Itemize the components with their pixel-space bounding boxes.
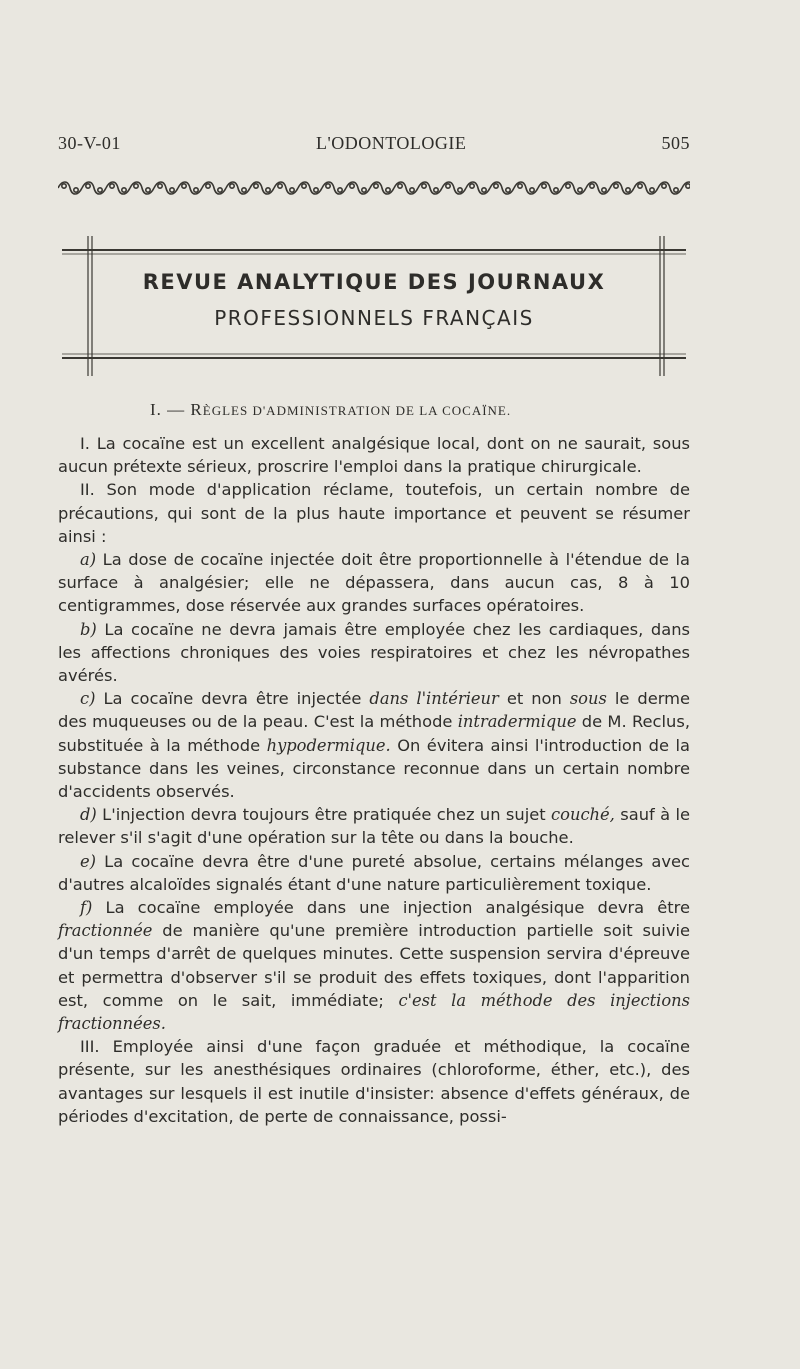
paragraph-lead: f) <box>80 898 93 918</box>
paragraph <box>58 850 690 896</box>
journal-title: L'ODONTOLOGIE <box>315 133 467 153</box>
italic-text: c'est la méthode des injections fractionnées. <box>58 990 690 1034</box>
ornament-dot <box>326 184 330 188</box>
ornament-dot <box>470 184 474 188</box>
ornament-svg <box>58 178 690 198</box>
italic-text: couché, <box>551 805 615 825</box>
ornament-dot <box>86 184 90 188</box>
ornament-dot <box>290 188 294 192</box>
italic-text: intradermique <box>457 712 577 732</box>
ornament-scroll <box>658 182 682 194</box>
ornament-dot <box>650 188 654 192</box>
ornament-dot <box>158 184 162 188</box>
ornament-dot <box>170 188 174 192</box>
text-segment: et non <box>498 689 570 709</box>
ornament-dot <box>674 188 678 192</box>
ornament-scroll <box>490 182 514 194</box>
ornament-dot <box>506 188 510 192</box>
paragraph <box>58 618 690 688</box>
section-heading <box>150 400 670 420</box>
ornament-dot <box>482 188 486 192</box>
paragraph-lead: d) <box>80 805 97 825</box>
paragraph <box>58 687 690 803</box>
ornament-dot <box>338 188 342 192</box>
paragraph-lead: b) <box>80 619 97 639</box>
ornament-scroll <box>466 182 490 194</box>
ornament-dot <box>566 184 570 188</box>
ornament-dot <box>230 184 234 188</box>
ornament-scroll <box>538 182 562 194</box>
ornament-dot <box>278 184 282 188</box>
paragraph <box>58 896 690 1035</box>
ornament-dot <box>410 188 414 192</box>
italic-text: hypodermique. <box>266 735 391 755</box>
text-segment: II. Son mode d'application réclame, toutefois, un certain nombre de précautions, qui sont de la plus haute importance et peuvent se résumer ainsi : <box>58 480 690 546</box>
ornament-dot <box>398 184 402 188</box>
ornament-dot <box>554 188 558 192</box>
text-segment: I. La cocaïne est un excellent analgésique local, dont on ne saurait, sous aucun prétexte sérieux, proscrire l'emploi dans la pratique chirurgicale. <box>58 434 690 477</box>
ornament-dot <box>626 188 630 192</box>
ornament-dot <box>386 188 390 192</box>
ornament-dot <box>254 184 258 188</box>
text-segment: de manière qu'une première introduction partielle soit suivie d'un temps d'arrêt de quelques minutes. Cette suspension servira d'épreuve et permettra d'observer s'il se produit des effets toxiques, dont l'apparition est, comme on le sait, immédiate; <box>58 921 690 1010</box>
ornament-dot <box>422 184 426 188</box>
paragraph-lead: e) <box>80 851 96 871</box>
decorative-ornament-band <box>58 178 690 198</box>
ornament-scroll <box>298 182 322 194</box>
ornament-dot <box>98 188 102 192</box>
italic-text: fractionnée <box>58 921 153 941</box>
ornament-dot <box>686 184 690 188</box>
paragraph <box>58 548 690 618</box>
ornament-dot <box>134 184 138 188</box>
ornament-dot <box>590 184 594 188</box>
ornament-scroll <box>154 182 178 194</box>
ornament-scroll <box>514 182 538 194</box>
ornament-dot <box>74 188 78 192</box>
ornament-scroll <box>610 182 634 194</box>
text-segment: La cocaïne ne devra jamais être employée chez les cardiaques, dans les affections chroniques des voies respiratoires et chez les névropathes avérés. <box>58 619 690 686</box>
ornament-scroll <box>250 182 274 194</box>
ornament-dot <box>302 184 306 188</box>
text-segment: L'injection devra toujours être pratiquée chez un sujet <box>96 805 552 825</box>
ornament-dot <box>110 184 114 188</box>
ornament-dot <box>242 188 246 192</box>
italic-text: sous <box>569 689 607 709</box>
ornament-scroll <box>346 182 370 194</box>
ornament-dot <box>362 188 366 192</box>
text-segment: La cocaïne devra être d'une pureté absolue, certains mélanges avec d'autres alcaloïdes signalés étant d'une nature particulièrement toxique. <box>58 851 690 894</box>
paragraph-lead: c) <box>80 689 96 709</box>
page-number: 505 <box>661 133 690 153</box>
ornament-dot <box>218 188 222 192</box>
banner-title: REVUE ANALYTIQUE DES JOURNAUX <box>142 270 606 294</box>
ornament-dot <box>194 188 198 192</box>
ornament-dot <box>446 184 450 188</box>
ornament-dot <box>62 184 66 188</box>
ornament-dot <box>458 188 462 192</box>
text-segment: La cocaïne employée dans une injection analgésique devra être <box>92 898 690 918</box>
text-segment: le derme des muqueuses ou de la peau. C'est la méthode <box>58 689 691 732</box>
ornament-scroll <box>634 182 658 194</box>
text-segment: La cocaïne devra être injectée <box>95 689 370 709</box>
ornament-scroll <box>562 182 586 194</box>
ornament-dot <box>266 188 270 192</box>
ornament-dot <box>530 188 534 192</box>
text-segment: On évitera ainsi l'introduction de la substance dans les veines, circonstance reconnue dans un certain nombre d'accidents observés. <box>58 735 690 802</box>
section-title-initial: R <box>190 400 203 419</box>
ornament-scroll <box>106 182 130 194</box>
ornament-scroll <box>418 182 442 194</box>
ornament-dot <box>374 184 378 188</box>
ornament-dot <box>662 184 666 188</box>
ornament-scroll <box>82 182 106 194</box>
ornament-dot <box>542 184 546 188</box>
paragraph <box>58 803 690 849</box>
ornament-scroll <box>130 182 154 194</box>
ornament-dot <box>602 188 606 192</box>
ornament-scroll <box>226 182 250 194</box>
ornament-scroll <box>442 182 466 194</box>
ornament-scroll <box>394 182 418 194</box>
ornament-scroll <box>322 182 346 194</box>
ornament-scroll <box>58 182 82 194</box>
paragraph <box>58 432 690 478</box>
ornament-dot <box>494 184 498 188</box>
ornament-dot <box>638 184 642 188</box>
italic-text: dans l'intérieur <box>369 689 499 709</box>
banner-subtitle: PROFESSIONNELS FRANÇAIS <box>214 306 534 330</box>
issue-date: 30-V-01 <box>58 133 121 153</box>
text-segment: III. Employée ainsi d'une façon graduée et méthodique, la cocaïne présente, sur les anesthésiques ordinaires (chloroforme, éther, etc.), des avantages sur lesquels il est inutile d'insister: absence d'effets généraux, de périodes d'excitation, de perte de connaissance, possi- <box>58 1037 690 1126</box>
ornament-scroll <box>370 182 394 194</box>
ornament-dot <box>122 188 126 192</box>
ornament-dot <box>314 188 318 192</box>
paragraph-lead: a) <box>80 550 97 570</box>
text-segment: sauf à le relever s'il s'agit d'une opération sur la tête ou dans la bouche. <box>58 805 690 848</box>
ornament-dot <box>206 184 210 188</box>
ornament-dot <box>434 188 438 192</box>
ornament-dot <box>146 188 150 192</box>
ornament-scroll <box>586 182 610 194</box>
paragraph <box>58 1035 690 1128</box>
text-segment: de M. Reclus, substituée à la méthode <box>58 712 690 755</box>
ornament-scroll <box>202 182 226 194</box>
ornament-scroll <box>178 182 202 194</box>
paragraph <box>58 478 690 548</box>
text-segment: La dose de cocaïne injectée doit être proportionnelle à l'étendue de la surface à analgésier; elle ne dépassera, dans aucun cas, 8 à 10 centigrammes, dose réservée aux grandes surfaces opératoires. <box>58 550 690 616</box>
ornament-dot <box>614 184 618 188</box>
running-head <box>58 133 690 154</box>
ornament-dot <box>518 184 522 188</box>
ornament-dot <box>182 184 186 188</box>
ornament-scroll <box>274 182 298 194</box>
ornament-dot <box>350 184 354 188</box>
article-body <box>58 432 690 1128</box>
section-banner <box>62 236 686 376</box>
section-title-rest: ÈGLES D'ADMINISTRATION DE LA COCAÏNE. <box>202 403 512 418</box>
ornament-dot <box>578 188 582 192</box>
section-number: I. — <box>150 400 186 419</box>
